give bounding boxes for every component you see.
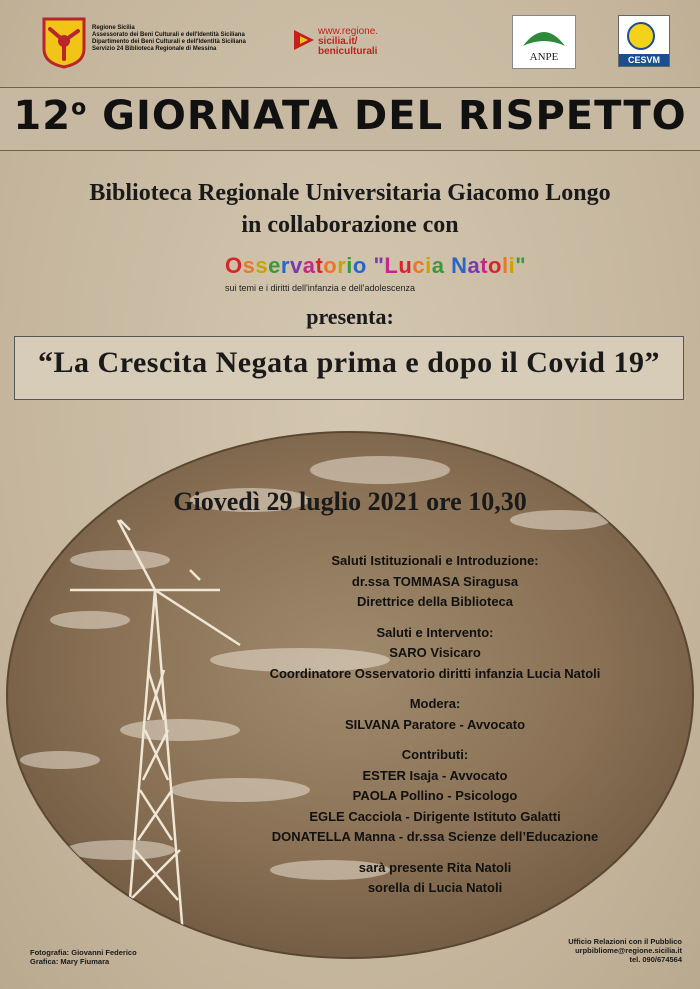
closing-note: sorella di Lucia Natoli xyxy=(367,880,503,895)
closing-note: sarà presente Rita Natoli xyxy=(358,859,512,875)
observatory-letter: a xyxy=(431,253,445,278)
observatory-letter: t xyxy=(315,253,324,278)
event-subtitle: “La Crescita Negata prima e dopo il Covid 19” xyxy=(38,346,660,379)
contributor: PAOLA Pollino - Psicologo xyxy=(352,788,518,803)
cesv-logo xyxy=(618,15,670,67)
sicily-trinacria-logo xyxy=(40,15,88,69)
observatory-letter: i xyxy=(346,253,353,278)
contributor: EGLE Cacciola - Dirigente Istituto Galatti xyxy=(309,808,561,824)
observatory-letter: L xyxy=(384,253,399,278)
anpe-logo xyxy=(512,15,576,69)
program xyxy=(200,551,670,899)
title-degree: o xyxy=(71,95,88,121)
contact-info: Ufficio Relazioni con il Pubblico urpbibliome@regione.sicilia.it tel. 090/674564 xyxy=(568,937,682,964)
speaker-role: Coordinatore Osservatorio diritti infanzia Lucia Natoli xyxy=(269,665,601,681)
observatory-letter: s xyxy=(242,253,256,278)
title-number: 12 xyxy=(13,93,72,139)
section-head-contributions: Contributi: xyxy=(401,747,469,762)
collaboration-line: in collaborazione con xyxy=(241,212,459,238)
observatory-letter: c xyxy=(412,253,426,278)
region-header-text: Regione Sicilia Assessorato dei Beni Culturali e dell'Identità Siciliana Dipartimento dei Beni Culturali e dell'Identità Siciliana Servizio 24 Biblioteca Regionale di Messina xyxy=(92,25,246,52)
observatory-letter: " xyxy=(373,253,385,278)
observatory-letter: a xyxy=(467,253,481,278)
beniculturali-url: www.regione. sicilia.it/ beniculturali xyxy=(318,26,379,57)
observatory-letter: a xyxy=(302,253,316,278)
page-title xyxy=(0,93,700,139)
section-head-welcome: Saluti Istituzionali e Introduzione: xyxy=(331,553,539,568)
event-date: Giovedì 29 luglio 2021 ore 10,30 xyxy=(173,487,527,516)
observatory-letter: N xyxy=(451,253,468,278)
moderator-name: SILVANA Paratore - Avvocato xyxy=(344,716,526,732)
observatory-letter: t xyxy=(480,253,489,278)
credits: Fotografia: Giovanni Federico Grafica: Mary Fiumara xyxy=(30,948,137,966)
observatory-letter: u xyxy=(398,253,413,278)
speaker-name: dr.ssa TOMMASA Siragusa xyxy=(351,573,519,589)
observatory-letter: o xyxy=(323,253,338,278)
observatory-letter: s xyxy=(255,253,269,278)
section-head-intervention: Saluti e Intervento: xyxy=(376,624,494,640)
observatory-letter: o xyxy=(488,253,502,278)
observatory-letter: o xyxy=(352,253,367,278)
observatory-letter: v xyxy=(289,253,303,278)
cesv-emblem-icon xyxy=(619,16,669,66)
presenta-label: presenta: xyxy=(306,304,394,329)
observatory-letter: e xyxy=(268,253,281,278)
observatory-letter: O xyxy=(225,253,243,278)
observatory-name xyxy=(225,253,526,279)
contributor: DONATELLA Manna - dr.ssa Scienze dell’Educazione xyxy=(271,829,599,844)
speaker-name: SARO Visicaro xyxy=(389,645,481,660)
observatory-letter: " xyxy=(515,253,527,278)
observatory-letter: r xyxy=(337,253,347,278)
observatory-letter: i xyxy=(425,253,432,278)
section-head-moderator: Modera: xyxy=(409,696,461,711)
observatory-letter: i xyxy=(508,253,516,278)
observatory-letter: l xyxy=(502,253,509,278)
observatory-tagline: sui temi e i diritti dell'infanzia e dell'adolescenza xyxy=(225,283,416,293)
contributor: ESTER Isaja - Avvocato xyxy=(362,767,508,783)
title-text: GIORNATA DEL RISPETTO xyxy=(102,93,687,139)
anpe-logo-text: ANPE xyxy=(529,51,559,63)
cesv-logo-text: CESVM xyxy=(627,55,661,65)
speaker-role: Direttrice della Biblioteca xyxy=(356,594,514,609)
organizer-line: Biblioteca Regionale Universitaria Giacomo Longo xyxy=(89,180,611,206)
observatory-letter: r xyxy=(280,253,290,278)
anpe-emblem-icon xyxy=(513,16,575,68)
